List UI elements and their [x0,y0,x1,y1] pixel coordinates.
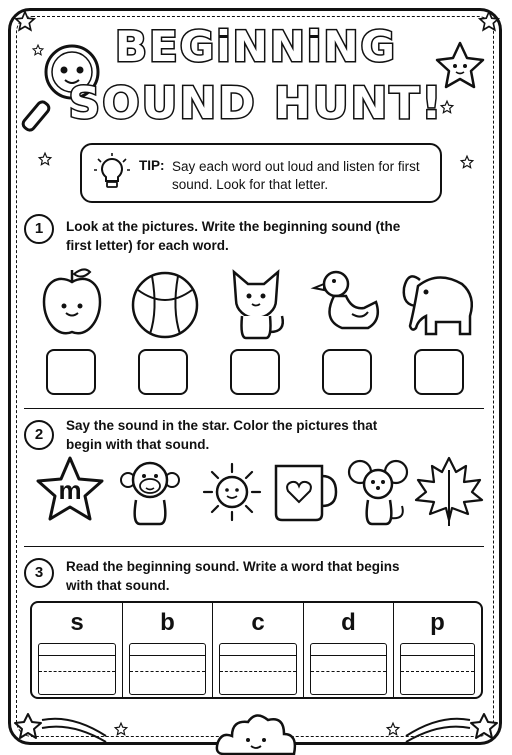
answer-box-4[interactable] [322,349,372,395]
letter-star [35,455,105,525]
mouse-icon[interactable] [346,458,410,526]
word-column-b [122,603,212,697]
answer-box-2[interactable] [138,349,188,395]
section-divider [24,408,484,409]
column-letter: c [251,609,265,636]
column-letter: s [70,609,84,636]
lightbulb-icon [94,153,130,193]
cat-icon [222,266,290,342]
apple-icon [40,266,104,340]
writing-line[interactable] [310,643,387,695]
column-letter: p [430,609,445,636]
shooting-star-icon [12,706,108,746]
monkey-icon[interactable] [118,460,182,526]
sun-icon[interactable] [200,460,264,524]
tip-label: TIP: [139,158,165,173]
word-column-s [32,603,122,697]
duck-icon [312,266,384,338]
section-1-instruction: Look at the pictures. Write the beginning sound (the first letter) for each word. [66,219,401,253]
section-1-number: 1 [24,214,54,244]
smiling-cloud-icon [214,710,298,754]
mug-icon[interactable] [272,462,338,524]
writing-line[interactable] [219,643,297,695]
section-2-number: 2 [24,420,54,450]
writing-line[interactable] [38,643,116,695]
column-letter: d [341,609,356,636]
star-letter-text: m [58,475,82,505]
word-column-c [212,603,303,697]
answer-box-5[interactable] [414,349,464,395]
shooting-star-icon [404,706,500,746]
section-divider [24,546,484,547]
star-icon-small [38,152,52,166]
ball-icon [130,270,200,340]
tip-box [80,143,442,203]
writing-line[interactable] [400,643,475,695]
title-line-2: SOUND HUNT! [68,78,444,129]
section-2-instruction: Say the sound in the star. Color the pictures that begin with that sound. [66,418,378,452]
title-line-1: BEGiNNiNG [115,22,397,71]
star-icon-small [114,722,128,736]
tip-text: Say each word out loud and listen for first sound. Look for that letter. [172,159,420,192]
answer-box-1[interactable] [46,349,96,395]
leaf-icon[interactable] [414,456,484,528]
section-3-instruction: Read the beginning sound. Write a word that begins with that sound. [66,559,400,593]
section-3-number: 3 [24,558,54,588]
star-icon-small [386,722,400,736]
column-letter: b [160,609,175,636]
answer-box-3[interactable] [230,349,280,395]
word-table [30,601,483,699]
star-icon-small [460,155,474,169]
word-column-d [303,603,393,697]
writing-line[interactable] [129,643,206,695]
word-column-p [393,603,481,697]
elephant-icon [398,266,478,340]
